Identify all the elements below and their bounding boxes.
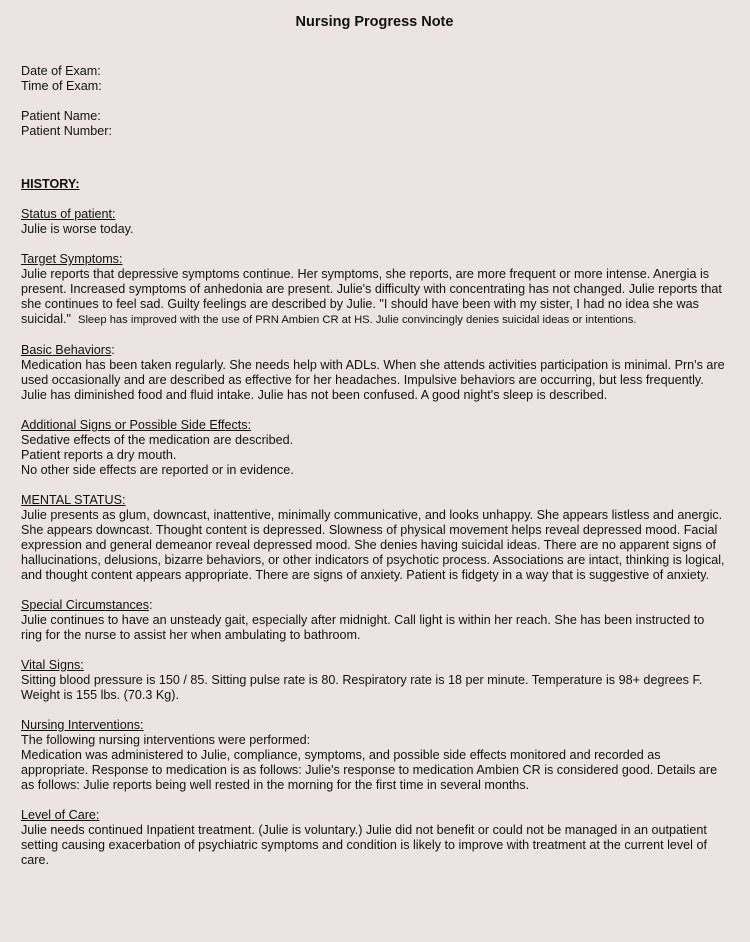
section-heading: Status of patient:	[21, 207, 116, 221]
section-heading-wrap	[21, 598, 728, 613]
section-nursing-interventions	[21, 718, 728, 793]
section-text	[21, 267, 728, 328]
section-status	[21, 207, 728, 237]
heading-colon: :	[111, 343, 115, 357]
section-heading: Target Symptoms:	[21, 252, 123, 266]
section-heading: MENTAL STATUS:	[21, 493, 126, 507]
section-text: Julie needs continued Inpatient treatment. (Julie is voluntary.) Julie did not benefit or could not be managed in an outpatient setting causing exacerbation of psychiatric symptoms and condition is likely to improve with treatment at the current level of care.	[21, 823, 707, 867]
section-line: Patient reports a dry mouth.	[21, 448, 177, 462]
section-heading: Vital Signs:	[21, 658, 84, 672]
time-of-exam-label: Time of Exam:	[21, 79, 102, 93]
section-text: Sitting blood pressure is 150 / 85. Sitting pulse rate is 80. Respiratory rate is 18 per minute. Temperature is 98+ degrees F. Weight is 155 lbs. (70.3 Kg).	[21, 673, 703, 702]
section-heading: Additional Signs or Possible Side Effects:	[21, 418, 252, 432]
section-side-effects	[21, 418, 728, 478]
target-text: Julie reports that depressive symptoms continue. Her symptoms, she reports, are more frequent or more intense. Anergia is present. Increased symptoms of anhedonia are present. Julie's difficulty with concentrating has not changed. Julie reports that she continues to feel sad. Guilty feelings are described by Julie. "I should have been with my sister, I had no idea she was suicidal."	[21, 267, 722, 326]
target-small-text: Sleep has improved with the use of PRN Ambien CR at HS. Julie convincingly denies suicidal ideas or intentions.	[77, 314, 637, 326]
section-heading: Nursing Interventions:	[21, 718, 144, 732]
section-heading: Basic Behaviors	[21, 343, 112, 357]
section-vital-signs	[21, 658, 728, 703]
section-level-of-care	[21, 808, 728, 868]
section-text: Medication has been taken regularly. She needs help with ADLs. When she attends activities participation is minimal. Prn's are used occasionally and are described as effective for her headaches. Impulsive behaviors are occurring, but less frequently. Julie has diminished food and fluid intake. Julie has not been confused. A good night's sleep is described.	[21, 358, 725, 402]
section-target-symptoms	[21, 252, 728, 328]
history-heading: HISTORY:	[21, 177, 80, 191]
heading-colon: :	[149, 598, 153, 612]
section-heading-wrap	[21, 343, 728, 358]
section-heading: Level of Care:	[21, 808, 100, 822]
patient-number-label: Patient Number:	[21, 124, 112, 138]
page-title: Nursing Progress Note	[295, 14, 454, 30]
section-text: Julie continues to have an unsteady gait, especially after midnight. Call light is within her reach. She has been instructed to ring for the nurse to assist her when ambulating to bathroom.	[21, 613, 705, 642]
patient-name-label: Patient Name:	[21, 109, 101, 123]
date-of-exam-label: Date of Exam:	[21, 64, 101, 78]
section-line: Sedative effects of the medication are described.	[21, 433, 294, 447]
section-line: Julie is worse today.	[21, 222, 134, 236]
section-line: No other side effects are reported or in evidence.	[21, 463, 294, 477]
exam-meta	[21, 64, 728, 139]
section-basic-behaviors	[21, 343, 728, 403]
section-text: Medication was administered to Julie, compliance, symptoms, and possible side effects monitored and recorded as appropriate. Response to medication is as follows: Julie's response to medication Ambien CR is considered good. Details are as follows: Julie reports being well rested in the morning for the first time in several months.	[21, 748, 718, 792]
section-mental-status	[21, 493, 728, 583]
section-text: Julie presents as glum, downcast, inattentive, minimally communicative, and looks unhappy. She appears listless and anergic. She appears downcast. Thought content is depressed. Slowness of physical movement helps reveal depressed mood. Facial expression and general demeanor reveal depressed mood. She denies having suicidal ideas. There are no apparent signs of hallucinations, delusions, bizarre behaviors, or other indicators of psychotic process. Associations are intact, thinking is logical, and thought content appears appropriate. There are signs of anxiety. Patient is fidgety in a way that is suggestive of anxiety.	[21, 508, 725, 582]
section-special-circumstances	[21, 598, 728, 643]
section-intro: The following nursing interventions were performed:	[21, 733, 311, 747]
section-heading: Special Circumstances	[21, 598, 150, 612]
